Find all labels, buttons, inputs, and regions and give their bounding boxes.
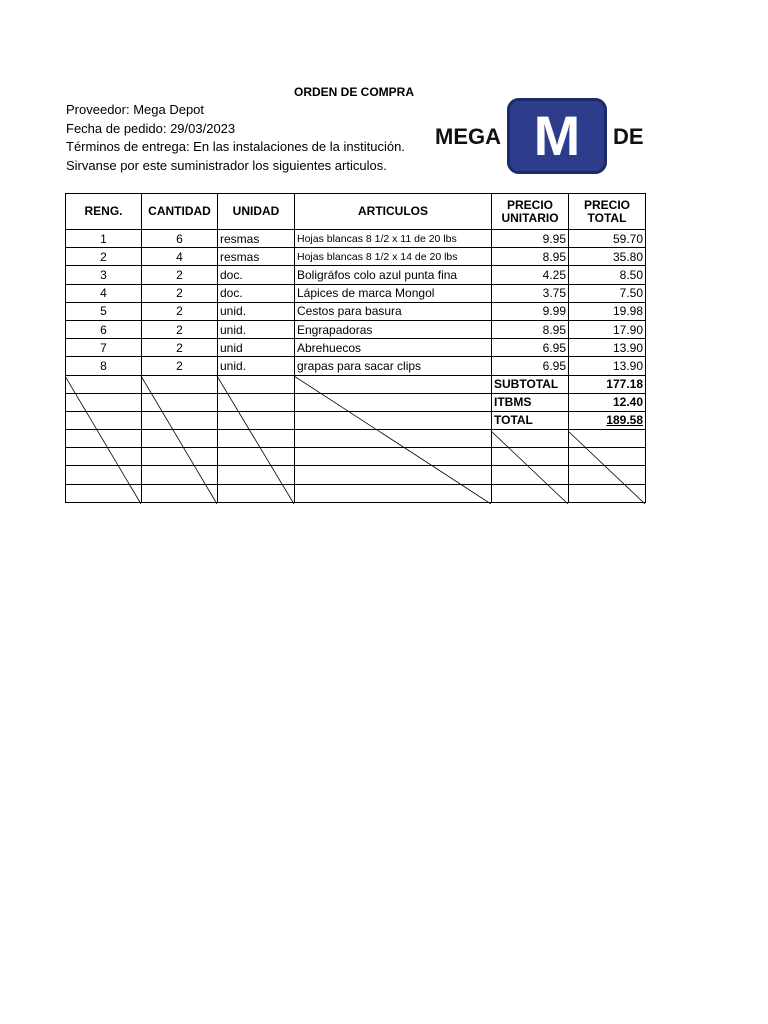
cell-precio-unitario: 3.75	[492, 284, 569, 302]
empty-cell	[66, 430, 142, 448]
document-title: ORDEN DE COMPRA	[293, 85, 414, 99]
table-row	[66, 266, 646, 284]
subtotal-label: SUBTOTAL	[492, 375, 569, 393]
cell-cantidad: 4	[142, 248, 218, 266]
cell-articulo: Cestos para basura	[295, 302, 492, 320]
cell-precio-unitario: 8.95	[492, 320, 569, 338]
empty-cell	[66, 393, 142, 411]
blank-row	[66, 430, 646, 448]
cell-articulo: Lápices de marca Mongol	[295, 284, 492, 302]
cell-articulo: Boligráfos colo azul punta fina	[295, 266, 492, 284]
cell-precio-total: 19.98	[569, 302, 646, 320]
header-cantidad: CANTIDAD	[142, 194, 218, 230]
cell-articulo: Engrapadoras	[295, 320, 492, 338]
cell-precio-total: 8.50	[569, 266, 646, 284]
logo-right-text: DE	[613, 124, 644, 149]
table-row	[66, 320, 646, 338]
blank-row	[66, 466, 646, 484]
cell-reng: 6	[66, 320, 142, 338]
empty-cell	[295, 375, 492, 393]
cell-reng: 1	[66, 230, 142, 248]
cell-reng: 4	[66, 284, 142, 302]
table-row	[66, 230, 646, 248]
empty-cell	[295, 448, 492, 466]
empty-cell	[569, 430, 646, 448]
cell-articulo: Hojas blancas 8 1/2 x 11 de 20 lbs	[295, 230, 492, 248]
cell-articulo: Hojas blancas 8 1/2 x 14 de 20 lbs	[295, 248, 492, 266]
cell-cantidad: 2	[142, 320, 218, 338]
cell-cantidad: 2	[142, 302, 218, 320]
empty-cell	[295, 411, 492, 429]
cell-precio-unitario: 9.99	[492, 302, 569, 320]
purchase-order-table	[65, 193, 646, 503]
header-articulos: ARTICULOS	[295, 194, 492, 230]
empty-cell	[295, 430, 492, 448]
empty-cell	[569, 448, 646, 466]
empty-cell	[142, 484, 218, 502]
cell-unidad: resmas	[218, 248, 295, 266]
cell-precio-total: 35.80	[569, 248, 646, 266]
header-precio-total-line2: TOTAL	[587, 210, 627, 225]
empty-cell	[492, 466, 569, 484]
delivery-terms-line: Términos de entrega: En las instalaciones de la institución.	[66, 139, 405, 154]
cell-cantidad: 2	[142, 284, 218, 302]
header-precio-total	[569, 194, 646, 230]
empty-cell	[218, 393, 295, 411]
header-unidad: UNIDAD	[218, 194, 295, 230]
cell-unidad: resmas	[218, 230, 295, 248]
empty-cell	[295, 466, 492, 484]
cell-unidad: unid	[218, 339, 295, 357]
cell-precio-unitario: 6.95	[492, 357, 569, 375]
header-reng: RENG.	[66, 194, 142, 230]
cell-cantidad: 2	[142, 339, 218, 357]
empty-cell	[66, 466, 142, 484]
empty-cell	[142, 466, 218, 484]
blank-row	[66, 484, 646, 502]
empty-cell	[295, 393, 492, 411]
empty-cell	[218, 448, 295, 466]
empty-cell	[218, 466, 295, 484]
cell-reng: 5	[66, 302, 142, 320]
table-row	[66, 284, 646, 302]
cell-articulo: Abrehuecos	[295, 339, 492, 357]
empty-cell	[142, 430, 218, 448]
purchase-order-table-wrap	[65, 193, 645, 504]
cell-precio-total: 7.50	[569, 284, 646, 302]
cell-precio-total: 17.90	[569, 320, 646, 338]
subtotal-row	[66, 375, 646, 393]
empty-cell	[218, 375, 295, 393]
cell-precio-unitario: 9.95	[492, 230, 569, 248]
empty-cell	[66, 484, 142, 502]
empty-cell	[569, 466, 646, 484]
cell-unidad: unid.	[218, 320, 295, 338]
total-row	[66, 411, 646, 429]
empty-cell	[142, 411, 218, 429]
cell-reng: 2	[66, 248, 142, 266]
cell-unidad: unid.	[218, 302, 295, 320]
cell-unidad: unid.	[218, 357, 295, 375]
empty-cell	[492, 448, 569, 466]
blank-row	[66, 448, 646, 466]
request-line: Sirvanse por este suministrador los siguientes articulos.	[66, 157, 387, 173]
cell-articulo: grapas para sacar clips	[295, 357, 492, 375]
cell-unidad: doc.	[218, 284, 295, 302]
itbms-row	[66, 393, 646, 411]
empty-cell	[569, 484, 646, 502]
empty-cell	[142, 375, 218, 393]
empty-cell	[142, 448, 218, 466]
total-value-cell	[569, 411, 646, 429]
cell-precio-unitario: 8.95	[492, 248, 569, 266]
table-row	[66, 302, 646, 320]
header-precio-unitario	[492, 194, 569, 230]
cell-precio-unitario: 6.95	[492, 339, 569, 357]
cell-precio-total: 59.70	[569, 230, 646, 248]
total-value: 189.58	[606, 413, 643, 428]
table-header-row	[66, 194, 646, 230]
cell-cantidad: 6	[142, 230, 218, 248]
supplier-line: Proveedor: Mega Depot	[66, 102, 205, 117]
logo-m-mark	[507, 98, 607, 174]
empty-cell	[295, 484, 492, 502]
cell-reng: 7	[66, 339, 142, 357]
table-row	[66, 248, 646, 266]
empty-cell	[218, 411, 295, 429]
table-row	[66, 339, 646, 357]
itbms-value: 12.40	[569, 393, 646, 411]
order-info	[66, 101, 405, 175]
logo-m-letter: M	[533, 104, 581, 167]
cell-unidad: doc.	[218, 266, 295, 284]
empty-cell	[492, 484, 569, 502]
cell-reng: 3	[66, 266, 142, 284]
table-row	[66, 357, 646, 375]
cell-precio-total: 13.90	[569, 357, 646, 375]
header-precio-total-line1: PRECIO	[583, 197, 630, 212]
empty-cell	[492, 430, 569, 448]
cell-precio-unitario: 4.25	[492, 266, 569, 284]
header-precio-unitario-line2: UNITARIO	[501, 210, 559, 225]
cell-reng: 8	[66, 357, 142, 375]
empty-cell	[66, 375, 142, 393]
total-label: TOTAL	[492, 411, 569, 429]
cell-cantidad: 2	[142, 357, 218, 375]
header-precio-unitario-line1: PRECIO	[506, 197, 553, 212]
empty-cell	[218, 430, 295, 448]
mega-depot-logo	[433, 98, 648, 178]
cell-cantidad: 2	[142, 266, 218, 284]
logo-left-text: MEGA	[435, 124, 501, 149]
order-date-line: Fecha de pedido: 29/03/2023	[66, 120, 236, 136]
itbms-label: ITBMS	[492, 393, 569, 411]
empty-cell	[66, 411, 142, 429]
cell-precio-total: 13.90	[569, 339, 646, 357]
empty-cell	[142, 393, 218, 411]
subtotal-value: 177.18	[569, 375, 646, 393]
empty-cell	[218, 484, 295, 502]
empty-cell	[66, 448, 142, 466]
